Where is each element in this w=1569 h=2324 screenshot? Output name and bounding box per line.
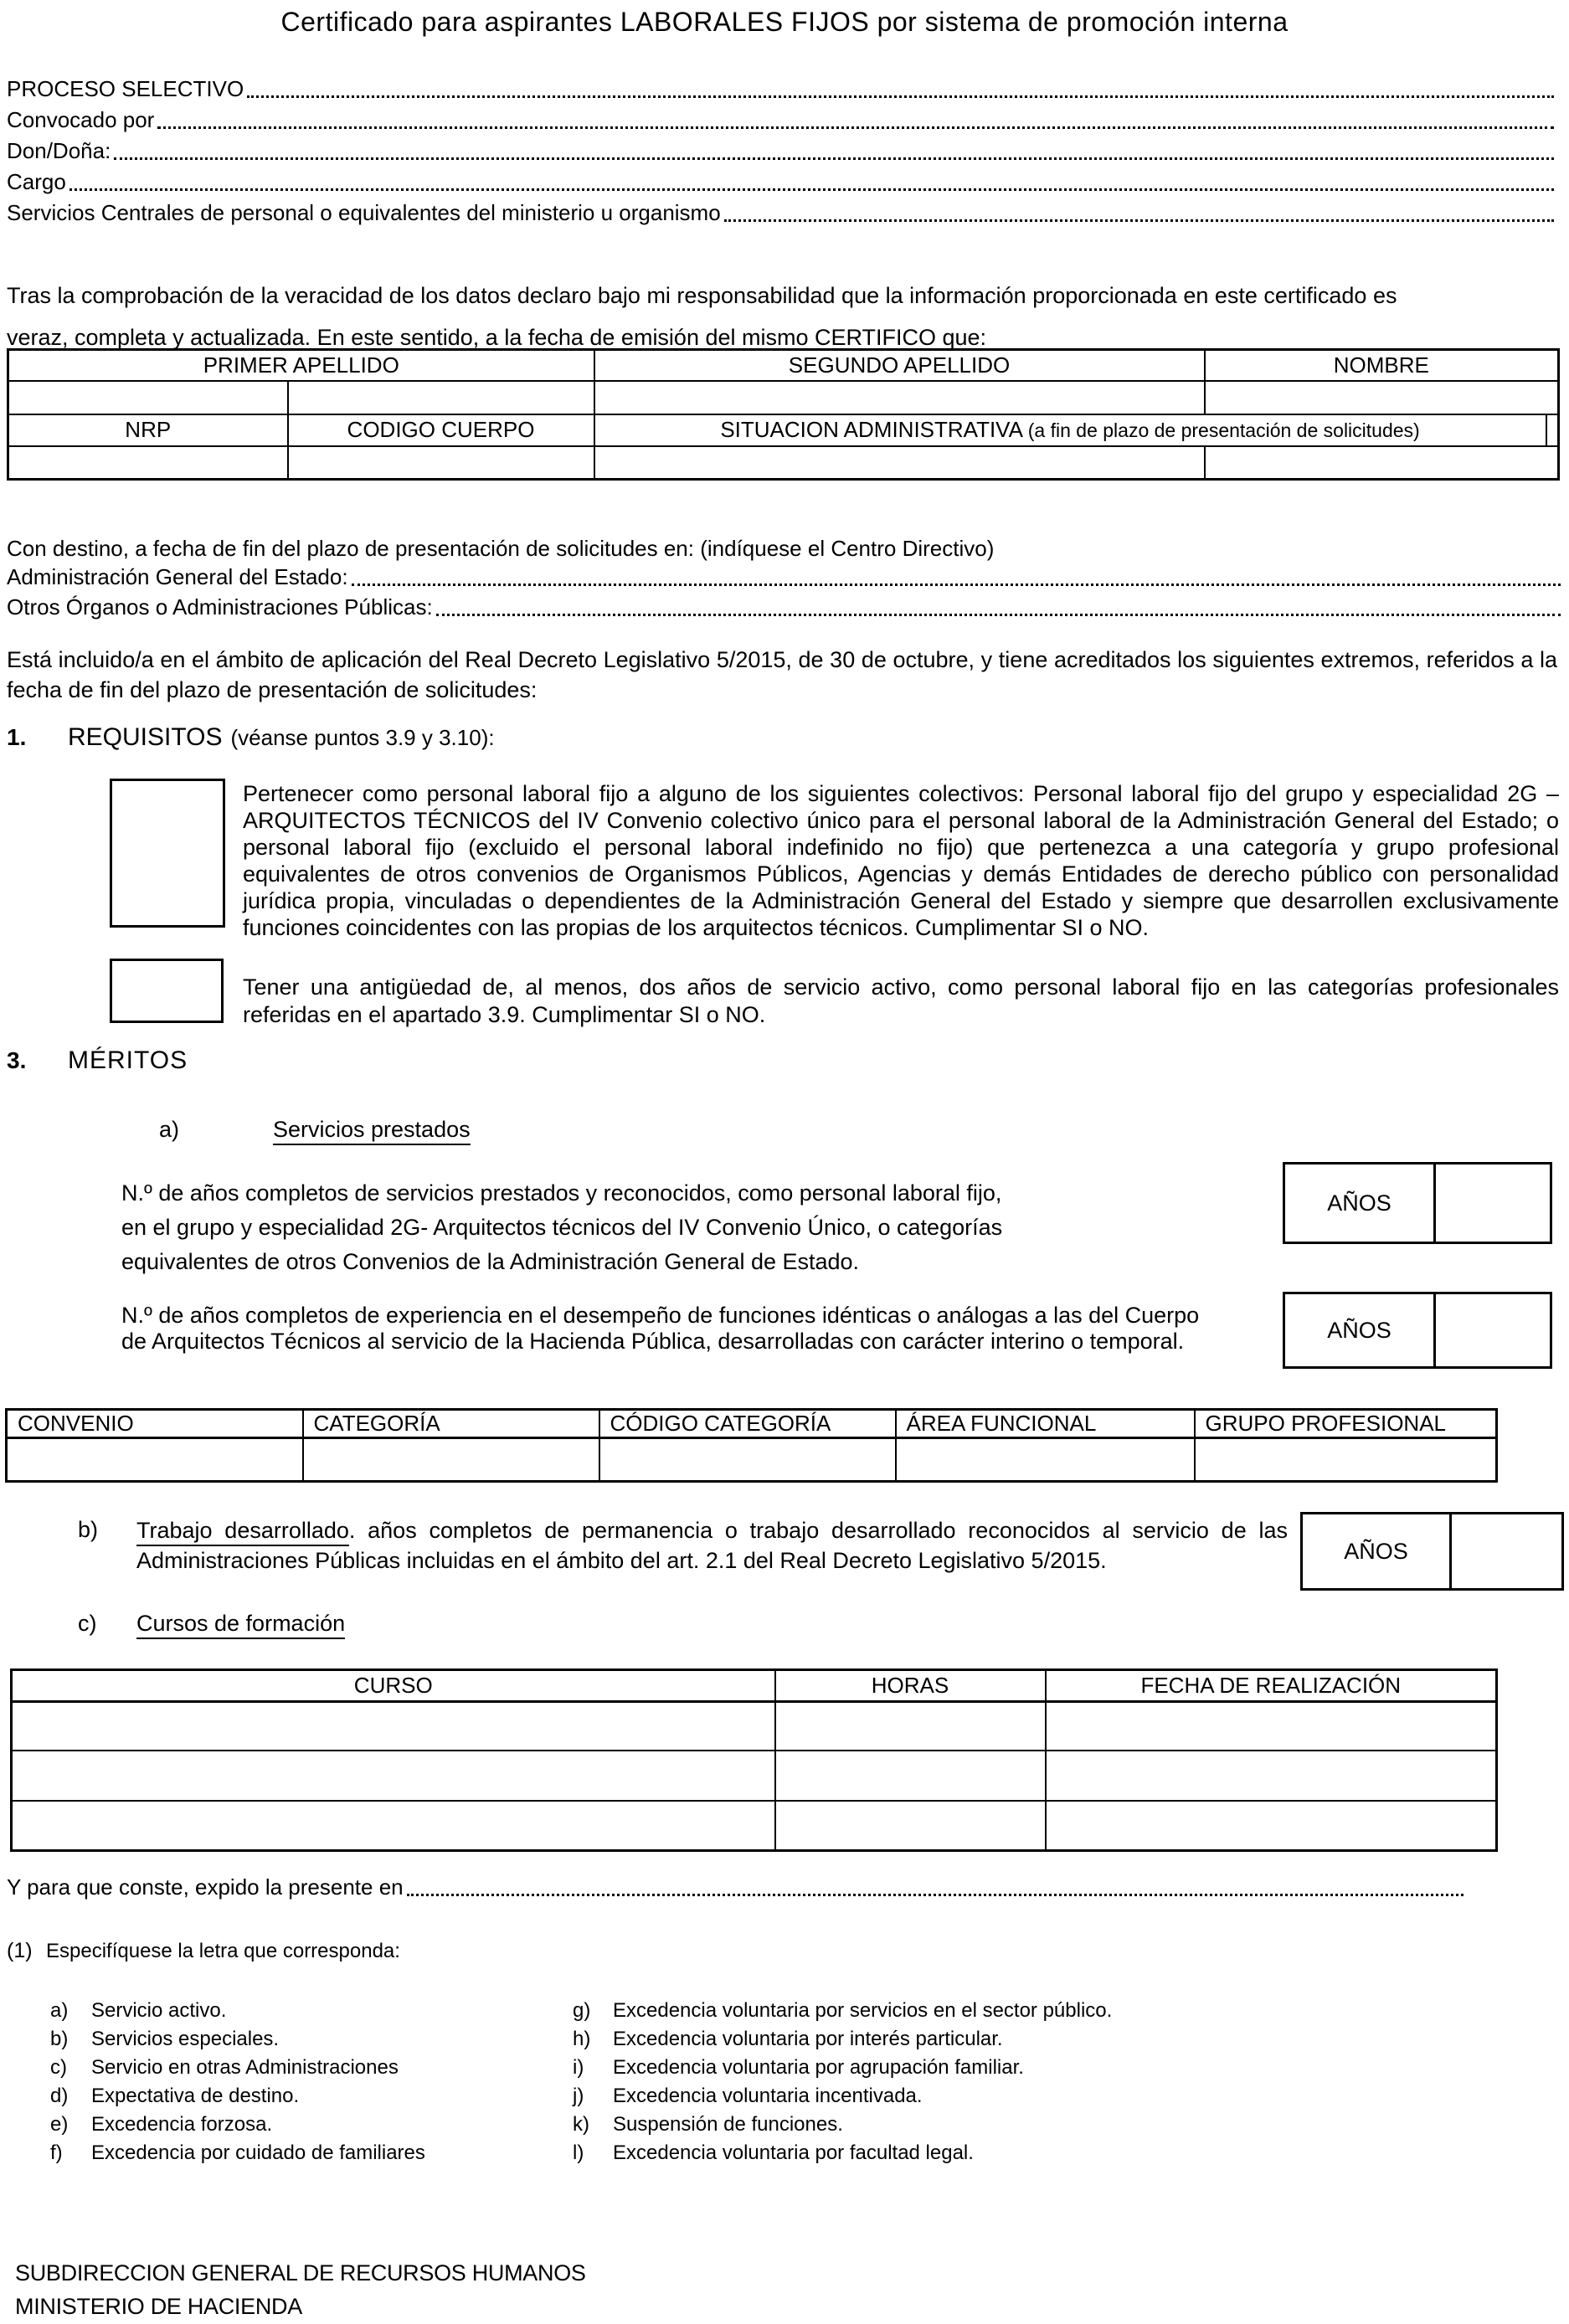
situacion-note: (a fin de plazo de presentación de solicitudes) — [1027, 419, 1420, 441]
anos-box-1 — [1283, 1162, 1552, 1244]
input-cell-nombre[interactable] — [1205, 381, 1559, 414]
dotted-fill-line[interactable] — [114, 157, 1554, 160]
col-header-segundo-apellido: SEGUNDO APELLIDO — [594, 350, 1205, 381]
checkbox-requisito-2[interactable] — [110, 959, 224, 1023]
col-header-codigo-cuerpo: CODIGO CUERPO — [288, 414, 594, 446]
option-letter: f) — [50, 2141, 63, 2164]
input-cell-horas-2[interactable] — [775, 1751, 1046, 1801]
input-cell-grupo-profesional[interactable] — [1195, 1438, 1497, 1482]
input-cell-situacion2[interactable] — [1205, 446, 1559, 480]
footnote-row — [0, 2085, 1569, 2113]
option-text: Servicio en otras Administraciones — [91, 2056, 399, 2079]
footer-ministerio: MINISTERIO DE HACIENDA — [15, 2294, 302, 2319]
cursos-table — [10, 1668, 1498, 1852]
field-label: PROCESO SELECTIVO — [7, 76, 244, 101]
item-letter: b) — [78, 1517, 99, 1542]
footnote-marker: (1) — [7, 1939, 33, 1962]
col-header-grupo-profesional: GRUPO PROFESIONAL — [1195, 1410, 1497, 1438]
expedicion-label: Y para que conste, expido la presente en — [7, 1874, 404, 1900]
col-header-fecha-realizacion: FECHA DE REALIZACIÓN — [1046, 1670, 1497, 1702]
option-letter: b) — [50, 2028, 69, 2050]
option-text: Expectativa de destino. — [91, 2085, 300, 2107]
merito-b-title: Trabajo desarrollado — [136, 1518, 349, 1546]
option-text: Excedencia forzosa. — [91, 2113, 273, 2136]
option-letter: l) — [573, 2141, 584, 2164]
col-header-primer-apellido: PRIMER APELLIDO — [8, 350, 594, 381]
field-proceso-selectivo — [7, 74, 1556, 105]
ambito-paragraph: Está incluido/a en el ámbito de aplicación del Real Decreto Legislativo 5/2015, de 30 de octubre, y tiene acreditados los siguientes extremos, referidos a la fecha de fin del plazo de presentación de solicitudes: — [7, 647, 1557, 702]
col-header-convenio: CONVENIO — [7, 1410, 303, 1438]
input-cell-area-funcional[interactable] — [896, 1438, 1195, 1482]
dotted-fill-line[interactable] — [247, 95, 1554, 98]
requisito-2-text: Tener una antigüedad de, al menos, dos años de servicio activo, como personal laboral fijo en las categorías profesionales referidas en el apartado 3.9. Cumplimentar SI o NO. — [243, 974, 1559, 1027]
footnote-list — [0, 1999, 1569, 2170]
input-cell-fecha-1[interactable] — [1046, 1702, 1497, 1751]
field-label: Administración General del Estado: — [7, 564, 348, 589]
footer-subdireccion: SUBDIRECCION GENERAL DE RECURSOS HUMANOS — [15, 2260, 586, 2285]
merito-a-paragraph-2 — [121, 1303, 1199, 1355]
option-text: Excedencia voluntaria por agrupación familiar. — [613, 2056, 1024, 2079]
section-title: MÉRITOS — [68, 1046, 188, 1074]
input-cell-apellido1b[interactable] — [288, 381, 594, 414]
col-header-categoria: CATEGORÍA — [303, 1410, 599, 1438]
footnote-row — [0, 2056, 1569, 2085]
option-letter: k) — [573, 2113, 589, 2136]
option-letter: e) — [50, 2113, 69, 2136]
field-label: Cargo — [7, 169, 66, 194]
paragraph-line: N.º de años completos de servicios prestados y reconocidos, como personal laboral fijo, — [121, 1180, 1002, 1206]
field-age — [7, 559, 1562, 593]
option-text: Excedencia voluntaria por facultad legal. — [613, 2141, 974, 2164]
section-number: 1. — [7, 724, 27, 750]
col-header-area-funcional: ÁREA FUNCIONAL — [896, 1410, 1195, 1438]
field-label: Servicios Centrales de personal o equivalentes del ministerio u organismo — [7, 200, 721, 225]
option-text: Excedencia voluntaria por servicios en el sector público. — [613, 1999, 1113, 2022]
field-otros-organos — [7, 589, 1562, 623]
dotted-fill-line[interactable] — [157, 126, 1554, 129]
anos-label: AÑOS — [1285, 1294, 1436, 1366]
header-fields — [7, 74, 1556, 229]
item-letter: c) — [78, 1611, 97, 1636]
option-letter: c) — [50, 2056, 67, 2079]
persona-table — [7, 348, 1560, 481]
section-note: (véanse puntos 3.9 y 3.10): — [230, 725, 495, 750]
col-header-situacion — [594, 414, 1546, 446]
meritos-heading — [7, 1046, 188, 1075]
footnote-intro-text: Especifíquese la letra que corresponda: — [46, 1940, 400, 1962]
col-header-codigo-categoria: CÓDIGO CATEGORÍA — [599, 1410, 896, 1438]
option-text: Excedencia voluntaria por interés particular. — [613, 2028, 1003, 2050]
anos-value-cell-1[interactable] — [1436, 1165, 1550, 1242]
merito-a-heading — [159, 1117, 471, 1143]
anos-label: AÑOS — [1285, 1165, 1436, 1242]
field-cargo — [7, 167, 1556, 198]
input-cell-curso-2[interactable] — [12, 1751, 775, 1801]
field-label: Convocado por — [7, 107, 155, 132]
option-letter: j) — [573, 2085, 584, 2107]
expedicion-line — [7, 1875, 1465, 1902]
option-letter: a) — [50, 1999, 69, 2022]
option-letter: i) — [573, 2056, 584, 2079]
option-letter: g) — [573, 1999, 591, 2022]
dotted-fill-line[interactable] — [407, 1894, 1464, 1896]
requisitos-heading — [7, 723, 495, 752]
field-servicios-centrales — [7, 198, 1556, 229]
paragraph-line: equivalentes de otros Convenios de la Administración General de Estado. — [121, 1249, 860, 1274]
paragraph-line: N.º de años completos de experiencia en el desempeño de funciones idénticas o análogas a las del Cuerpo — [121, 1303, 1200, 1328]
input-cell-segundo-apellido[interactable] — [594, 381, 1205, 414]
field-don-dona — [7, 136, 1556, 167]
section-number: 3. — [7, 1047, 27, 1073]
paragraph-line: de Arquitectos Técnicos al servicio de la Hacienda Pública, desarrolladas con carácter interino o temporal. — [121, 1329, 1185, 1354]
dotted-fill-line[interactable] — [724, 219, 1554, 222]
footnote-row — [0, 1999, 1569, 2028]
section-title: REQUISITOS — [68, 723, 223, 751]
merito-b-paragraph — [136, 1515, 1288, 1576]
input-cell-codigo-cuerpo[interactable] — [288, 446, 594, 480]
col-header-horas: HORAS — [775, 1670, 1046, 1702]
input-cell-convenio[interactable] — [7, 1438, 303, 1482]
dotted-fill-line[interactable] — [352, 584, 1561, 586]
input-cell-apellido1a[interactable] — [8, 381, 288, 414]
anos-box-3 — [1300, 1512, 1564, 1591]
dotted-fill-line[interactable] — [436, 614, 1561, 616]
anos-label: AÑOS — [1303, 1514, 1452, 1588]
input-cell-categoria[interactable] — [303, 1438, 599, 1482]
merito-a-paragraph-1 — [121, 1176, 1002, 1279]
anos-value-cell-3[interactable] — [1452, 1514, 1561, 1588]
dotted-fill-line[interactable] — [69, 188, 1554, 191]
field-label: Otros Órganos o Administraciones Públicas: — [7, 594, 433, 620]
paragraph-line: en el grupo y especialidad 2G- Arquitectos técnicos del IV Convenio Único, o categorías — [121, 1215, 1003, 1240]
option-text: Excedencia voluntaria incentivada. — [613, 2085, 923, 2107]
merito-b-text: . años completos de permanencia o trabajo desarrollado reconocidos al servicio de las Administraciones Públicas incluidas en el ámbito del art. 2.1 del Real Decreto Legislativo 5/2015. — [136, 1518, 1288, 1573]
merito-c-title: Cursos de formación — [136, 1611, 345, 1639]
sliver-cell — [1546, 414, 1559, 446]
input-cell-horas-3[interactable] — [775, 1801, 1046, 1851]
item-letter: a) — [159, 1117, 180, 1142]
col-header-nombre: NOMBRE — [1205, 350, 1559, 381]
input-cell-curso-1[interactable] — [12, 1702, 775, 1751]
page-title: Certificado para aspirantes LABORALES FIJOS por sistema de promoción interna — [280, 7, 1289, 37]
option-text: Servicio activo. — [91, 1999, 227, 2022]
anos-value-cell-2[interactable] — [1436, 1294, 1550, 1366]
input-cell-codigo-categoria[interactable] — [599, 1438, 896, 1482]
input-cell-horas-1[interactable] — [775, 1702, 1046, 1751]
input-cell-nrp[interactable] — [8, 446, 288, 480]
option-letter: h) — [573, 2028, 591, 2050]
footnote-row — [0, 2141, 1569, 2170]
requisito-1-text: Pertenecer como personal laboral fijo a alguno de los siguientes colectivos: Personal laboral fijo del grupo y especialidad 2G – ARQUITECTOS TÉCNICOS del IV Convenio colectivo único para el personal laboral de la Administración General del Estado; o personal laboral fijo (excluido el personal laboral indefinido no fijo) que pertenezca a una categoría y grupo profesional equivalentes de otros convenios de Organismos Públicos, Agencias y demás Entidades de derecho público con personalidad jurídica propia, vinculadas o dependientes de la Administración General del Estado y siempre que desarrollen exclusivamente funciones coincidentes con las propias de los arquitectos técnicos. Cumplimentar SI o NO. — [243, 781, 1559, 940]
footnote-intro — [7, 1939, 400, 1963]
input-cell-situacion[interactable] — [594, 446, 1205, 480]
checkbox-requisito-1[interactable] — [110, 779, 225, 928]
merito-c-heading — [78, 1611, 345, 1637]
option-text: Servicios especiales. — [91, 2028, 280, 2050]
col-header-curso: CURSO — [12, 1670, 775, 1702]
option-text: Suspensión de funciones. — [613, 2113, 843, 2136]
col-header-nrp: NRP — [8, 414, 288, 446]
input-cell-fecha-3[interactable] — [1046, 1801, 1497, 1851]
convenio-table — [5, 1408, 1498, 1483]
input-cell-curso-3[interactable] — [12, 1801, 775, 1851]
footnote-row — [0, 2113, 1569, 2141]
input-cell-fecha-2[interactable] — [1046, 1751, 1497, 1801]
situacion-label: SITUACION ADMINISTRATIVA — [720, 417, 1022, 442]
anos-box-2 — [1283, 1292, 1552, 1369]
field-convocado-por — [7, 105, 1556, 136]
field-label: Don/Doña: — [7, 138, 111, 163]
footnote-row — [0, 2028, 1569, 2056]
option-text: Excedencia por cuidado de familiares — [91, 2141, 425, 2164]
option-letter: d) — [50, 2085, 69, 2107]
declaration-paragraph: Tras la comprobación de la veracidad de los datos declaro bajo mi responsabilidad que la información proporcionada en este certificado es veraz, completa y actualizada. En este sentido, a la fecha de emisión del mismo CERTIFICO que: — [7, 283, 1397, 350]
merito-a-title: Servicios prestados — [273, 1117, 471, 1145]
destino-intro-line: Con destino, a fecha de fin del plazo de presentación de solicitudes en: (indíquese el Centro Directivo) — [7, 536, 995, 561]
